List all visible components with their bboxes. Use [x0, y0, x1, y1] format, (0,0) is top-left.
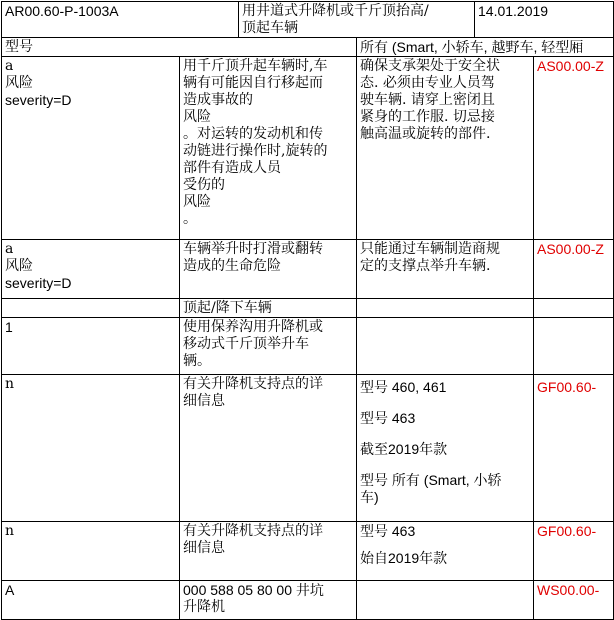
row1-measure: 确保支承架处于安全状 — [360, 58, 500, 74]
row1-severity: severity=D — [5, 92, 72, 108]
row3-col3 — [356, 298, 534, 318]
step-text: 使用保养沟用升降机或 — [183, 319, 323, 335]
row3-col4 — [533, 298, 614, 318]
row3-col2 — [179, 298, 357, 318]
row7-col1 — [1, 580, 180, 620]
row2-col1 — [1, 239, 180, 299]
model-condition: 型号 463 — [360, 523, 416, 539]
row5-col3 — [356, 374, 534, 522]
doc-title-cell — [238, 1, 475, 38]
row1-risk-label: 风险 — [5, 75, 33, 91]
tool-text: 000 588 05 80 00 井坑 — [183, 582, 324, 598]
row1-col3 — [356, 56, 534, 240]
row6-col4 — [533, 521, 614, 581]
row6-col3 — [356, 521, 534, 581]
row2-col2 — [179, 239, 357, 299]
row2-col3 — [356, 239, 534, 299]
row7-reference-link[interactable]: WS00.00- — [537, 582, 600, 598]
doc-id: AR00.60-P-1003A — [5, 3, 119, 19]
note-text: 细信息 — [183, 393, 225, 409]
note-text: 细信息 — [183, 540, 225, 556]
row1-text: 造成事故的 — [183, 92, 253, 108]
model-condition: 车) — [360, 489, 379, 505]
row7-col4 — [533, 580, 614, 620]
model-condition: 型号 460, 461 — [360, 379, 447, 395]
row2-code: a — [5, 241, 14, 257]
step-text: 移动式千斤顶举升车 — [183, 336, 309, 352]
model-value: 所有 (Smart, 小轿车, 越野车, 轻型厢 — [360, 39, 584, 55]
row1-measure: 紧身的工作服. 切忌接 — [360, 109, 495, 125]
row1-text: 。对运转的发动机和传 — [183, 126, 323, 142]
step-text: 辆。 — [183, 353, 211, 369]
tool-code: A — [5, 582, 15, 598]
row1-text: 动链进行操作时,旋转的 — [183, 143, 328, 159]
row2-risk-label: 风险 — [5, 258, 33, 274]
row1-text: 部件有造成人员 — [183, 160, 281, 176]
row1-code: a — [5, 58, 14, 74]
row1-col1 — [1, 56, 180, 240]
row2-col4 — [533, 239, 614, 299]
row1-text: 风险 — [183, 194, 211, 210]
note-code: n — [5, 376, 15, 392]
tool-text: 升降机 — [183, 599, 225, 615]
model-label-cell — [1, 37, 357, 57]
model-value-cell — [356, 37, 614, 57]
doc-id-cell — [1, 1, 239, 38]
doc-title-line1: 用井道式升降机或千斤顶抬高/ — [242, 3, 429, 19]
note-text: 有关升降机支持点的详 — [183, 523, 323, 539]
row1-text: 受伤的 — [183, 177, 225, 193]
row1-text: 风险 — [183, 109, 211, 125]
row1-text: 。 — [183, 211, 197, 227]
row4-col2 — [179, 317, 357, 375]
row4-col3 — [356, 317, 534, 375]
row1-text: 辆有可能因自行移起而 — [183, 75, 323, 91]
row1-col2 — [179, 56, 357, 240]
row2-reference-link[interactable]: AS00.00-Z — [537, 241, 604, 257]
row1-reference-link[interactable]: AS00.00-Z — [537, 58, 604, 74]
model-condition: 截至2019年款 — [360, 441, 448, 457]
row6-col1 — [1, 521, 180, 581]
row5-col1 — [1, 374, 180, 522]
row1-measure: 态. 必须由专业人员驾 — [360, 75, 495, 91]
row1-col4 — [533, 56, 614, 240]
row2-measure: 定的支撑点举升车辆. — [360, 258, 491, 274]
row3-col1 — [1, 298, 180, 318]
row2-severity: severity=D — [5, 275, 72, 291]
row2-measure: 只能通过车辆制造商规 — [360, 241, 500, 257]
model-condition: 始自2019年款 — [360, 550, 448, 566]
row5-col4 — [533, 374, 614, 522]
note-code: n — [5, 523, 15, 539]
row4-col1 — [1, 317, 180, 375]
row2-text: 造成的生命危险 — [183, 258, 281, 274]
model-label: 型号 — [5, 39, 33, 55]
row4-col4 — [533, 317, 614, 375]
row7-col2 — [179, 580, 357, 620]
row5-reference-link[interactable]: GF00.60- — [537, 379, 597, 395]
row1-text: 用千斤顶升起车辆时,车 — [183, 58, 328, 74]
row1-measure: 触高温或旋转的部件. — [360, 126, 491, 142]
step-number: 1 — [5, 319, 13, 335]
doc-date-cell — [474, 1, 614, 38]
row1-measure: 驶车辆. 请穿上密闭且 — [360, 92, 495, 108]
doc-title-line2: 顶起车辆 — [242, 20, 298, 36]
section-heading: 顶起/降下车辆 — [183, 300, 272, 316]
row5-col2 — [179, 374, 357, 522]
row2-text: 车辆举升时打滑或翻转 — [183, 241, 323, 257]
row6-col2 — [179, 521, 357, 581]
model-condition: 型号 463 — [360, 410, 416, 426]
note-text: 有关升降机支持点的详 — [183, 376, 323, 392]
row6-reference-link[interactable]: GF00.60- — [537, 523, 597, 539]
doc-date: 14.01.2019 — [478, 3, 549, 19]
row7-col3 — [356, 580, 534, 620]
model-condition: 型号 所有 (Smart, 小轿 — [360, 472, 502, 488]
